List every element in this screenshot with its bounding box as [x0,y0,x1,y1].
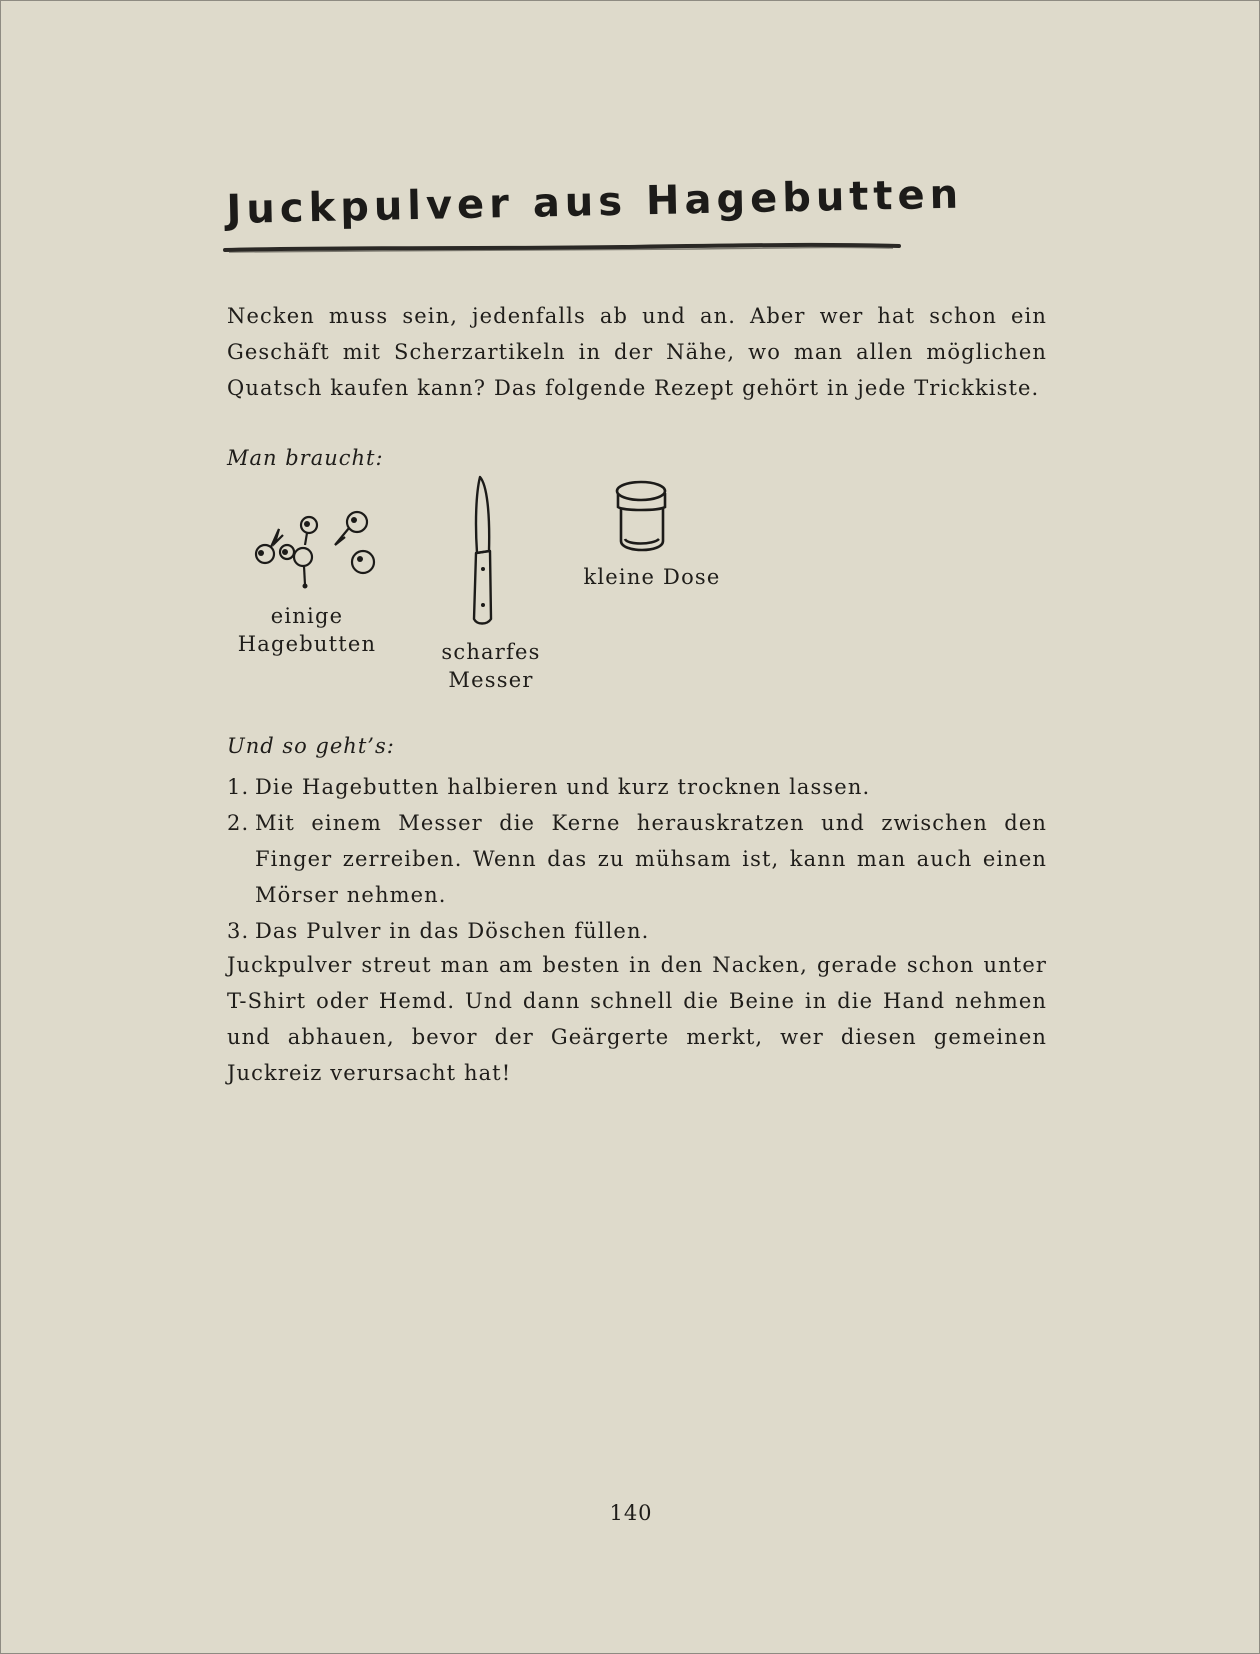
item-caption-line: kleine Dose [583,565,721,589]
title-block [223,171,964,257]
item-caption-line: Messer [448,668,534,692]
step-item [227,805,1047,913]
title-underline [223,241,903,255]
page-number: 140 [609,1501,653,1525]
item-caption-line: Hagebutten [237,632,377,656]
page-title: Juckpulver aus Hagebutten [226,171,964,233]
instruction-steps [227,769,1047,949]
closing-paragraph: Juckpulver streut man am besten in den Nacken, gerade schon unter T-Shirt oder Hemd. Und dann schnell die Beine in die Hand nehmen und abhauen, bevor der Geärgerte merkt, wer diesen gemeinen Juckreiz verursacht hat! [227,953,1047,1085]
jar-icon [613,479,671,555]
intro-paragraph: Necken muss sein, jedenfalls ab und an. Aber wer hat schon ein Geschäft mit Scherzartikeln in der Nähe, wo man allen möglichen Quatsch kaufen kann? Das folgende Rezept gehört in jede Trickkiste. [227,304,1047,400]
item-caption-jar [567,563,737,591]
step-number: 1. [227,775,250,799]
step-text: Die Hagebutten halbieren und kurz trocknen lassen. [255,775,871,799]
step-number: 2. [227,811,250,835]
needs-label: Man braucht: [227,446,384,470]
item-caption-rosehips [227,602,387,658]
rosehips-icon [251,509,386,594]
step-text: Das Pulver in das Döschen füllen. [255,919,650,943]
instructions-label: Und so geht’s: [227,734,395,758]
step-item [227,769,1047,805]
step-number: 3. [227,919,250,943]
step-item [227,913,1047,949]
item-caption-line: einige [270,604,344,628]
step-text: Mit einem Messer die Kerne herauskratzen und zwischen den Finger zerreiben. Wenn das zu mühsam ist, kann man auch einen Mörser nehmen. [255,811,1047,907]
item-caption-knife [411,638,571,694]
knife-icon [463,473,503,627]
item-caption-line: scharfes [441,640,541,664]
